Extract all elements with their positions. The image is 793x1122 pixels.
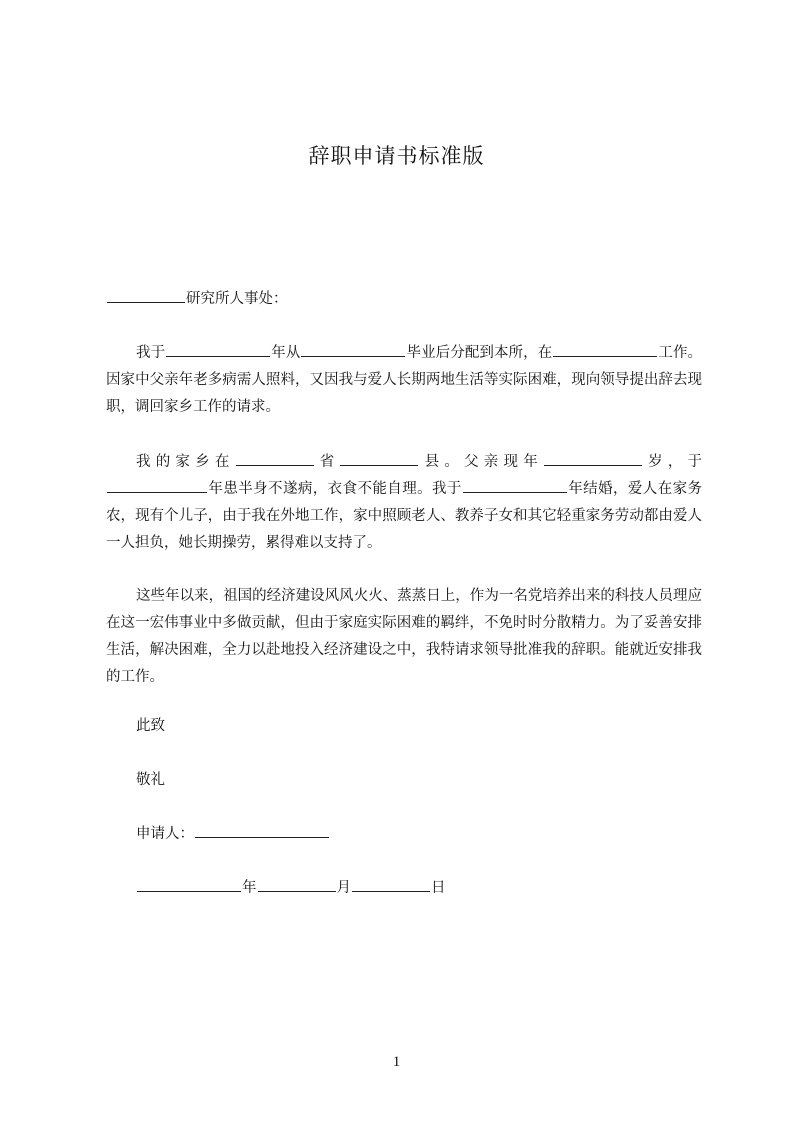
document-title: 辞职申请书标准版 <box>308 144 485 168</box>
blank-applicant-name <box>195 823 329 838</box>
p2-text-1: 我的家乡在 <box>136 454 235 470</box>
addressee-line <box>106 286 702 313</box>
applicant-line <box>136 821 330 848</box>
paragraph-1 <box>106 340 702 421</box>
blank-province <box>236 451 314 466</box>
date-year-label: 年 <box>242 880 257 896</box>
closing-jingli: 敬礼 <box>136 772 165 788</box>
blank-date-year <box>137 877 241 892</box>
p1-text-2: 年从 <box>271 345 301 361</box>
p2-text-2: 省 <box>314 454 340 470</box>
blank-department <box>553 342 657 357</box>
date-month-label: 月 <box>336 880 351 896</box>
p1-text-4: 工作。因家中父亲年老多病需人照料，又因我与爱人长期两地生活等实际困难，现向领导提出辞去现职，调回家乡工作的请求。 <box>106 345 703 415</box>
p2-text-5: 年患半身不遂病，衣食不能自理。我于 <box>208 481 462 497</box>
p2-text-4: 岁，于 <box>642 454 703 470</box>
blank-date-day <box>352 877 430 892</box>
date-line <box>136 875 446 902</box>
paragraph-3: 这些年以来，祖国的经济建设风风火火、蒸蒸日上，作为一名党培养出来的科技人员理应在这一宏伟事业中多做贡献，但由于家庭实际困难的羁绊，不免时时分散精力。为了妥善安排生活，解决困难，全力以赴地投入经济建设之中，我特请求领导批准我的辞职。能就近安排我的工作。 <box>106 588 702 685</box>
page-number: 1 <box>392 1054 401 1070</box>
p1-text-3: 毕业后分配到本所，在 <box>406 345 553 361</box>
blank-illness-year <box>107 478 207 493</box>
blank-date-month <box>258 877 336 892</box>
blank-marriage-year <box>463 478 567 493</box>
applicant-label: 申请人： <box>136 826 194 842</box>
blank-year <box>166 342 270 357</box>
blank-age <box>544 451 642 466</box>
p2-text-3: 县。父亲现年 <box>419 454 543 470</box>
closing-cizhi: 此致 <box>136 718 165 734</box>
date-day-label: 日 <box>431 880 446 896</box>
p1-text-1: 我于 <box>136 345 166 361</box>
blank-county <box>340 451 418 466</box>
paragraph-2 <box>106 449 702 557</box>
blank-institute <box>107 288 185 303</box>
addressee-text: 研究所人事处： <box>186 291 288 307</box>
blank-school <box>301 342 405 357</box>
p2-text-6: 年结婚，爱人在家务农，现有个儿子，由于我在外地工作，家中照顾老人、教养子女和其它轻重家务劳动都由爱人一人担负，她长期操劳，累得难以支持了。 <box>106 481 703 551</box>
